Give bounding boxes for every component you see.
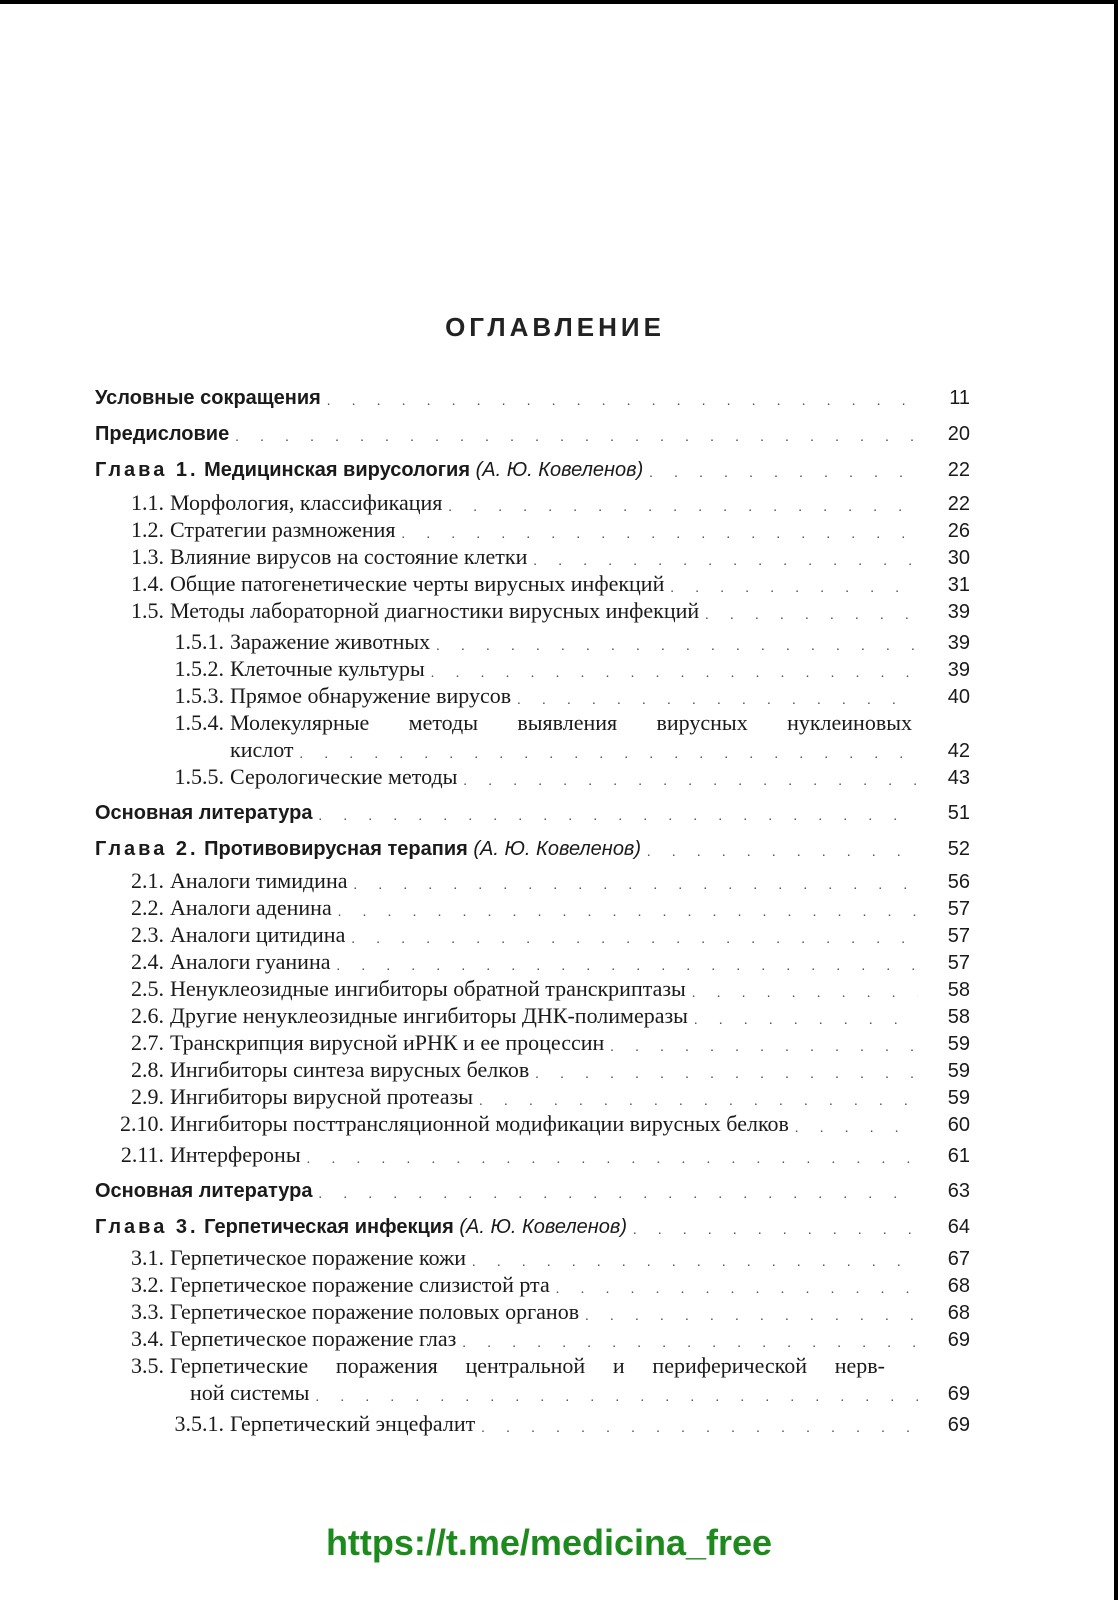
leader-dots <box>670 581 918 597</box>
toc-page-number: 68 <box>947 1275 970 1297</box>
toc-chapter-3 <box>0 1211 1118 1239</box>
toc-section <box>0 1140 1118 1168</box>
toc-page-number: 56 <box>947 871 970 893</box>
leader-dots <box>300 747 918 763</box>
toc-entry-label: Интерфероны <box>170 1142 301 1167</box>
toc-section <box>0 1109 1118 1137</box>
toc-entry-label: Герпетические поражения центральной и периферической нерв- <box>170 1353 885 1378</box>
leader-dots <box>235 430 918 446</box>
toc-page-number: 64 <box>947 1216 970 1238</box>
chapter-title: Противовирусная терапия <box>198 838 474 860</box>
leader-dots <box>533 554 918 570</box>
section-number: 2.11. <box>120 1142 164 1167</box>
section-number: 1.3. <box>131 544 164 569</box>
section-number: 2.1. <box>131 868 164 893</box>
toc-entry-label: Герпетическое поражение половых органов <box>170 1299 580 1324</box>
section-number: 3.2. <box>131 1272 164 1297</box>
toc-page-number: 68 <box>947 1302 970 1324</box>
section-number: 2.6. <box>131 1003 164 1028</box>
leader-dots <box>647 845 918 861</box>
leader-dots <box>351 932 918 948</box>
leader-dots <box>307 1152 918 1168</box>
leader-dots <box>795 1121 918 1137</box>
leader-dots <box>327 394 918 410</box>
section-number: 1.5.1. <box>174 629 224 654</box>
toc-chapter-2 <box>0 833 1118 861</box>
toc-subsection <box>0 762 1118 790</box>
toc-entry-label: Герпетический энцефалит <box>230 1411 476 1436</box>
section-number: 3.5.1. <box>174 1411 224 1436</box>
toc-entry-label: Ингибиторы посттрансляционной модификации вирусных белков <box>170 1111 789 1136</box>
toc-page-number: 39 <box>947 632 970 654</box>
section-number: 3.1. <box>131 1245 164 1270</box>
toc-section <box>0 1243 1118 1271</box>
toc-subsection <box>0 708 1118 736</box>
toc-subsection <box>0 627 1118 655</box>
toc-entry-label: Прямое обнаружение вирусов <box>230 683 512 708</box>
toc-page-number: 31 <box>947 574 970 596</box>
leader-dots <box>633 1223 918 1239</box>
toc-section <box>0 1351 1118 1379</box>
telegram-link[interactable]: https://t.me/medicina_free <box>325 1522 773 1563</box>
toc-section <box>0 515 1118 543</box>
leader-dots <box>436 639 918 655</box>
section-number: 1.1. <box>131 490 164 515</box>
page-title: ОГЛАВЛЕНИЕ <box>445 312 665 342</box>
toc-page-number: 58 <box>947 979 970 1001</box>
toc-page-number: 39 <box>947 659 970 681</box>
toc-entry-label: Ненуклеозидные ингибиторы обратной транскриптазы <box>170 976 686 1001</box>
toc-page-number: 57 <box>947 925 970 947</box>
toc-page-number: 11 <box>949 387 970 409</box>
toc-page-number: 40 <box>947 686 970 708</box>
section-number: 2.2. <box>131 895 164 920</box>
toc-entry-label: Заражение животных <box>230 629 431 654</box>
chapter-author: (А. Ю. Ковеленов) <box>473 838 642 860</box>
toc-entry-label: Клеточные культуры <box>230 656 425 681</box>
leader-dots <box>479 1094 918 1110</box>
leader-dots <box>462 1336 918 1352</box>
toc-entry-preface <box>0 418 1118 446</box>
chapter-author: (А. Ю. Ковеленов) <box>459 1216 628 1238</box>
toc-entry-literature <box>0 1175 1118 1203</box>
toc-subsection <box>0 1409 1118 1437</box>
toc-page-number: 69 <box>947 1383 970 1405</box>
toc-entry-label: Серологические методы <box>230 764 458 789</box>
leader-dots <box>481 1421 918 1437</box>
toc-entry-label: Аналоги тимидина <box>170 868 348 893</box>
leader-dots <box>448 500 918 516</box>
toc-section <box>0 596 1118 624</box>
toc-page-number: 57 <box>947 898 970 920</box>
toc-section <box>0 1082 1118 1110</box>
leader-dots <box>463 774 918 790</box>
chapter-number: Глава 1. <box>95 459 199 481</box>
toc-chapter-1 <box>0 454 1118 482</box>
leader-dots <box>585 1309 918 1325</box>
toc-entry-label: Аналоги аденина <box>170 895 332 920</box>
toc-entry-label: Молекулярные методы выявления вирусных нуклеиновых <box>230 710 912 735</box>
toc-page-number: 22 <box>947 459 970 481</box>
toc-entry-label: Методы лабораторной диагностики вирусных инфекций <box>170 598 700 623</box>
chapter-number: Глава 3. <box>95 1216 199 1238</box>
leader-dots <box>517 693 918 709</box>
section-number: 1.5. <box>131 598 164 623</box>
leader-dots <box>472 1255 918 1271</box>
toc-section <box>0 1028 1118 1056</box>
toc-section <box>0 866 1118 894</box>
section-number: 3.5. <box>131 1353 164 1378</box>
section-number: 1.5.4. <box>174 710 224 735</box>
toc-page-number: 22 <box>947 493 970 515</box>
toc-page-number: 69 <box>947 1414 970 1436</box>
section-number: 1.4. <box>131 571 164 596</box>
leader-dots <box>694 1013 918 1029</box>
leader-dots <box>431 666 918 682</box>
section-number: 1.5.5. <box>174 764 224 789</box>
toc-page-number: 30 <box>947 547 970 569</box>
toc-entry-abbreviations <box>0 382 1118 410</box>
toc-entry-label: Морфология, классификация <box>170 490 443 515</box>
toc-page-number: 63 <box>947 1180 970 1202</box>
toc-section <box>0 920 1118 948</box>
section-number: 1.5.3. <box>174 683 224 708</box>
toc-section <box>0 1270 1118 1298</box>
toc-entry-label: Влияние вирусов на состояние клетки <box>170 544 528 569</box>
toc-section <box>0 893 1118 921</box>
section-number: 2.5. <box>131 976 164 1001</box>
toc-subsection-continued <box>0 735 1118 763</box>
toc-page-number: 59 <box>947 1033 970 1055</box>
leader-dots <box>338 905 918 921</box>
toc-page-number: 51 <box>947 802 970 824</box>
toc-entry-label: Ингибиторы синтеза вирусных белков <box>170 1057 530 1082</box>
section-number: 2.7. <box>131 1030 164 1055</box>
section-number: 2.8. <box>131 1057 164 1082</box>
leader-dots <box>353 878 918 894</box>
toc-entry-label: Условные сокращения <box>95 387 321 409</box>
toc-entry-label: Стратегии размножения <box>170 517 396 542</box>
toc-entry-label: Предисловие <box>95 423 230 445</box>
toc-entry-label: Другие ненуклеозидные ингибиторы ДНК-полимеразы <box>170 1003 688 1028</box>
toc-page-number: 20 <box>947 423 970 445</box>
toc-entry-label: Общие патогенетические черты вирусных инфекций <box>170 571 665 596</box>
toc-page-number: 43 <box>947 767 970 789</box>
toc-page-number: 69 <box>947 1329 970 1351</box>
toc-page-number: 67 <box>947 1248 970 1270</box>
toc-entry-label: Герпетическое поражение глаз <box>170 1326 457 1351</box>
toc-page-number: 59 <box>947 1060 970 1082</box>
toc-section <box>0 974 1118 1002</box>
section-number: 2.10. <box>120 1111 164 1136</box>
leader-dots <box>649 466 918 482</box>
toc-entry-label: Аналоги цитидина <box>170 922 346 947</box>
leader-dots <box>336 959 918 975</box>
toc-section <box>0 1001 1118 1029</box>
leader-dots <box>556 1282 918 1298</box>
leader-dots <box>705 608 918 624</box>
toc-page-number: 59 <box>947 1087 970 1109</box>
leader-dots <box>692 986 918 1002</box>
section-number: 2.9. <box>131 1084 164 1109</box>
toc-section <box>0 1055 1118 1083</box>
toc-section <box>0 1297 1118 1325</box>
section-number: 1.5.2. <box>174 656 224 681</box>
leader-dots <box>318 1187 918 1203</box>
toc-entry-label: Основная литература <box>95 802 313 824</box>
chapter-title: Медицинская вирусология <box>198 459 476 481</box>
toc-entry-label: Транскрипция вирусной иРНК и ее процессин <box>170 1030 605 1055</box>
toc-section <box>0 542 1118 570</box>
section-number: 3.3. <box>131 1299 164 1324</box>
toc-page-number: 61 <box>947 1145 970 1167</box>
toc-page-number: 52 <box>947 838 970 860</box>
toc-entry-label: Герпетическое поражение слизистой рта <box>170 1272 550 1297</box>
leader-dots <box>610 1040 918 1056</box>
toc-entry-label: Ингибиторы вирусной протеазы <box>170 1084 474 1109</box>
toc-page-number: 26 <box>947 520 970 542</box>
chapter-title: Герпетическая инфекция <box>198 1216 460 1238</box>
leader-dots <box>315 1390 918 1406</box>
toc-subsection <box>0 681 1118 709</box>
section-number: 2.3. <box>131 922 164 947</box>
section-number: 2.4. <box>131 949 164 974</box>
toc-entry-label: ной системы <box>190 1380 310 1405</box>
section-number: 3.4. <box>131 1326 164 1351</box>
toc-entry-label: Герпетическое поражение кожи <box>170 1245 467 1270</box>
toc-page-number: 58 <box>947 1006 970 1028</box>
section-number: 1.2. <box>131 517 164 542</box>
toc-entry-label: Аналоги гуанина <box>170 949 331 974</box>
toc-entry-literature <box>0 797 1118 825</box>
toc-page-number: 42 <box>947 740 970 762</box>
toc-section <box>0 947 1118 975</box>
toc-page-number: 57 <box>947 952 970 974</box>
chapter-number: Глава 2. <box>95 838 199 860</box>
toc-page-number: 60 <box>947 1114 970 1136</box>
leader-dots <box>318 809 918 825</box>
toc-page-number: 39 <box>947 601 970 623</box>
toc-entry-label: кислот <box>230 737 294 762</box>
chapter-author: (А. Ю. Ковеленов) <box>475 459 644 481</box>
toc-section-continued <box>0 1378 1118 1406</box>
toc-section <box>0 488 1118 516</box>
leader-dots <box>402 527 918 543</box>
toc-subsection <box>0 654 1118 682</box>
toc-section <box>0 569 1118 597</box>
toc-section <box>0 1324 1118 1352</box>
leader-dots <box>535 1067 918 1083</box>
toc-entry-label: Основная литература <box>95 1180 313 1202</box>
